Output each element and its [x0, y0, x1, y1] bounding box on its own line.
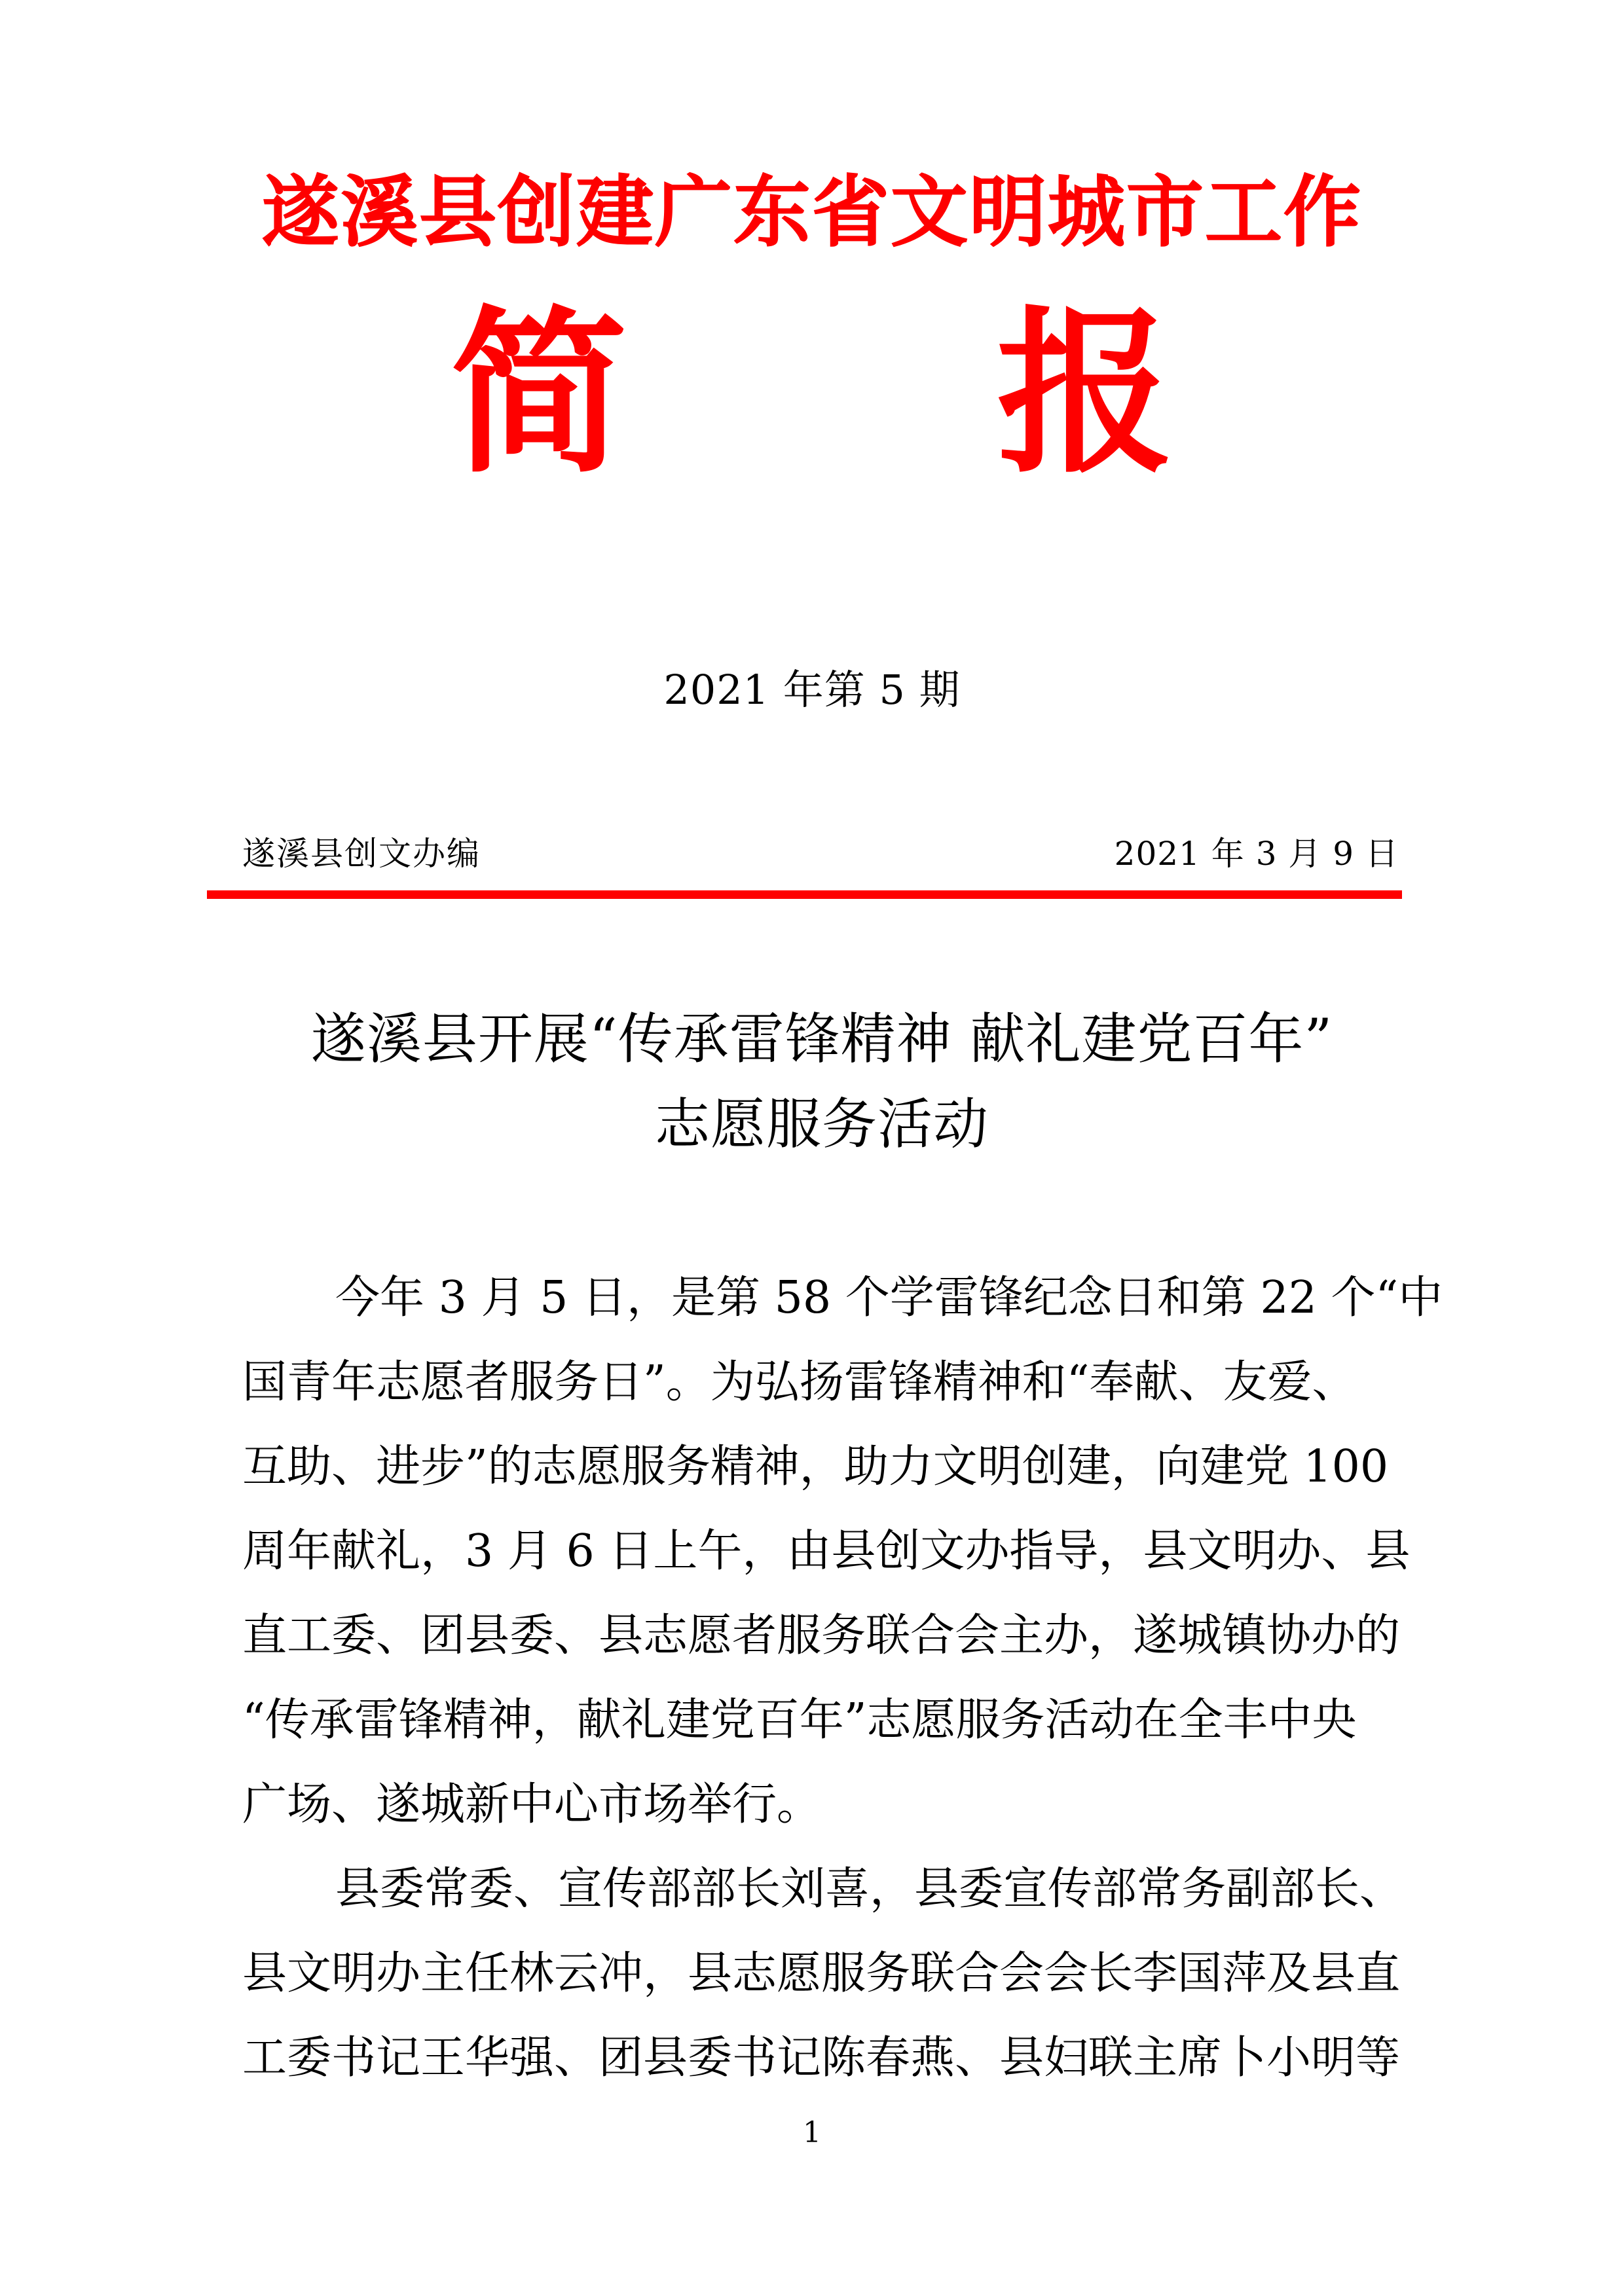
masthead-meta-row	[242, 828, 1401, 875]
body-line: 直工委、团县委、县志愿者服务联合会主办，遂城镇协办的	[242, 1610, 1401, 1662]
page-number: 1	[803, 2116, 821, 2149]
masthead-title: 遂溪县创建广东省文明城市工作	[261, 167, 1362, 257]
publication-date: 2021 年 3 月 9 日	[1114, 835, 1399, 873]
masthead	[0, 0, 1624, 504]
paragraph-2	[242, 1847, 1408, 2100]
editor-label: 遂溪县创文办编	[242, 835, 481, 873]
body-line: “传承雷锋精神，献礼建党百年”志愿服务活动在全丰中央	[242, 1694, 1357, 1746]
issue-number: 2021 年第 5 期	[663, 666, 961, 714]
masthead-divider-rule	[207, 890, 1402, 899]
body-line: 互助、进步”的志愿服务精神，助力文明创建，向建党 100	[242, 1441, 1389, 1493]
body-line: 广场、遂城新中心市场举行。	[242, 1779, 822, 1831]
article-body	[242, 1256, 1443, 2100]
body-line: 县委常委、宣传部部长刘喜，县委宣传部常务副部长、	[335, 1863, 1405, 1915]
body-line: 国青年志愿者服务日”。为弘扬雷锋精神和“奉献、友爱、	[242, 1357, 1357, 1408]
body-line: 周年献礼，3 月 6 日上午，由县创文办指导，县文明办、县	[242, 1525, 1411, 1577]
body-line: 工委书记王华强、团县委书记陈春燕、县妇联主席卜小明等	[242, 2032, 1401, 2084]
paragraph-1	[242, 1256, 1443, 1847]
body-line: 县文明办主任林云冲，县志愿服务联合会会长李国萍及县直	[242, 1948, 1401, 1999]
publication-name: 简 报	[451, 289, 1173, 498]
article-title-line-1: 遂溪县开展“传承雷锋精神 献礼建党百年”	[310, 1007, 1333, 1071]
article-title	[242, 996, 1401, 1167]
body-line: 今年 3 月 5 日，是第 58 个学雷锋纪念日和第 22 个“中	[335, 1272, 1443, 1324]
article-title-line-2: 志愿服务活动	[654, 1092, 989, 1157]
